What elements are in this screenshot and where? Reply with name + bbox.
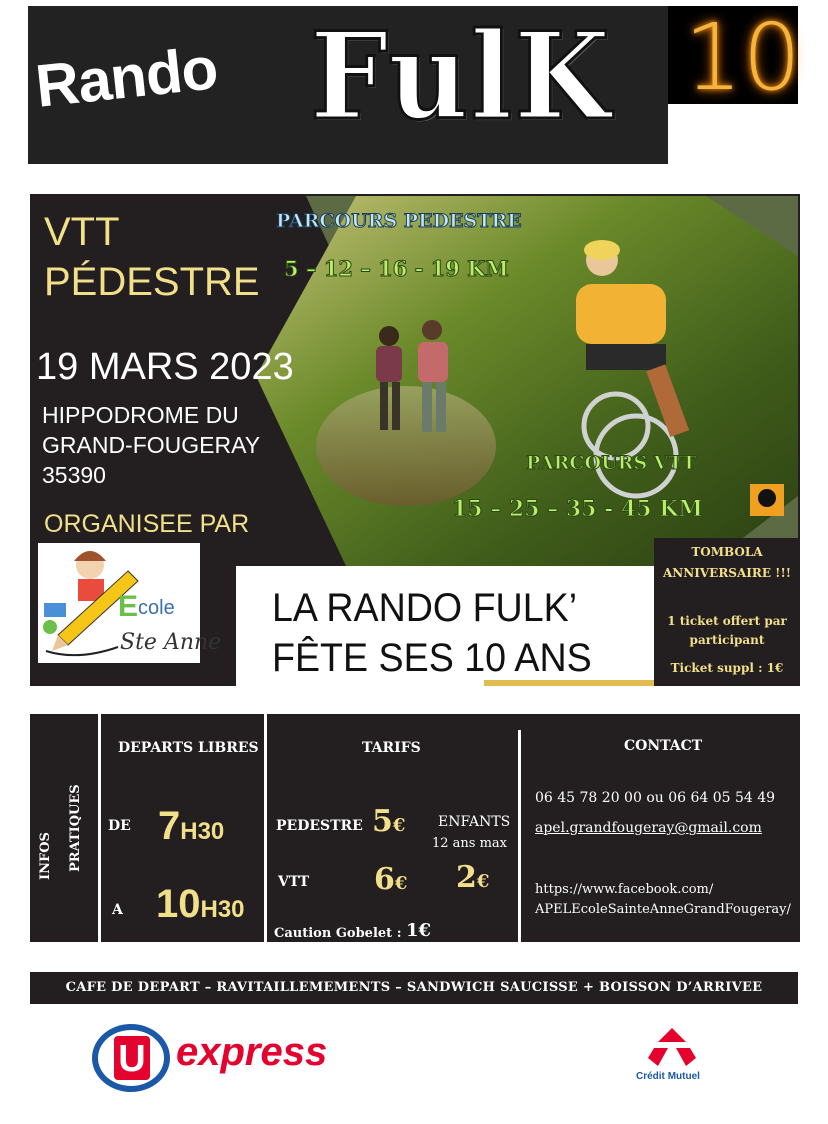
location-postcode: 35390 <box>42 462 106 488</box>
vtt-label: VTT <box>278 874 310 890</box>
event-date: 19 MARS 2023 <box>36 346 294 388</box>
credit-mutuel-wordmark: Crédit Mutuel <box>636 1071 700 1082</box>
headline-line-1: LA RANDO FULK’ <box>272 586 578 630</box>
tarifs-title: TARIFS <box>362 740 421 756</box>
u-letter: U <box>114 1036 150 1080</box>
u-express-wordmark: express <box>176 1030 328 1074</box>
vtt-route-km: 15 – 25 – 35 - 45 KM <box>452 496 703 522</box>
facebook-link-line-1[interactable]: https://www.facebook.com/ <box>535 882 714 897</box>
location-line-2: GRAND-FOUGERAY <box>42 432 261 458</box>
services-banner: CAFE DE DEPART – RAVITAILLEMEMENTS – SANDWICH SAUCISSE + BOISSON D’ARRIVEE <box>30 972 798 1004</box>
ten-sparkler-text: 10 <box>684 4 802 111</box>
pedestrian-route-label: PARCOURS PEDESTRE <box>276 210 522 232</box>
facebook-link-line-2[interactable]: APELEcoleSainteAnneGrandFougeray/ <box>535 902 791 917</box>
tombola-subtitle: ANNIVERSAIRE !!! <box>663 566 791 580</box>
caution-price: 1€ <box>406 920 432 941</box>
school-logo-ecole: cole <box>138 597 175 619</box>
pedestre-price: 5€ <box>372 804 406 839</box>
divider <box>98 714 101 942</box>
children-price: 2€ <box>456 860 490 895</box>
side-label-infos: INFOS <box>38 832 53 880</box>
children-age: 12 ans max <box>432 836 508 851</box>
tombola-title: TOMBOLA <box>691 545 763 559</box>
pedestre-label: PEDESTRE <box>276 818 363 834</box>
departs-title: DEPARTS LIBRES <box>118 740 259 756</box>
school-logo-e: E <box>118 590 139 623</box>
school-logo-ste-anne: Ste Anne <box>120 630 222 655</box>
headline-line-2: FÊTE SES 10 ANS <box>272 636 592 680</box>
from-label: DE <box>108 818 131 834</box>
credit-mutuel-logo-icon <box>646 1026 698 1070</box>
organised-by-label: ORGANISEE PAR <box>44 510 250 538</box>
side-label-pratiques: PRATIQUES <box>68 784 83 872</box>
title-banner <box>28 6 668 164</box>
vtt-route-label: PARCOURS VTT <box>526 452 697 474</box>
tombola-offer-1: 1 ticket offert par <box>667 614 787 628</box>
tombola-extra-ticket: Ticket suppl : 1€ <box>670 661 784 675</box>
divider <box>264 714 267 942</box>
contact-phones: 06 45 78 20 00 ou 06 64 05 54 49 <box>535 790 776 806</box>
activity-pedestre: PÉDESTRE <box>44 260 260 304</box>
pedestrian-route-km: 5 – 12 – 16 - 19 KM <box>284 256 509 281</box>
contact-title: CONTACT <box>624 738 703 754</box>
activity-vtt: VTT <box>44 210 120 254</box>
title-fulk: FulK <box>310 6 612 147</box>
to-time: 10H30 <box>156 882 245 926</box>
divider <box>518 730 521 942</box>
contact-email-link[interactable]: apel.grandfougeray@gmail.com <box>535 820 762 836</box>
children-label: ENFANTS <box>438 814 511 830</box>
location-line-1: HIPPODROME DU <box>42 402 239 428</box>
vtt-price: 6€ <box>374 862 408 897</box>
from-time: 7H30 <box>158 804 225 848</box>
caution-label: Caution Gobelet : <box>274 926 402 941</box>
to-label: A <box>112 902 123 918</box>
tombola-offer-2: participant <box>689 633 765 647</box>
headline-underline <box>484 680 654 686</box>
title-rando: Rando <box>32 34 221 120</box>
